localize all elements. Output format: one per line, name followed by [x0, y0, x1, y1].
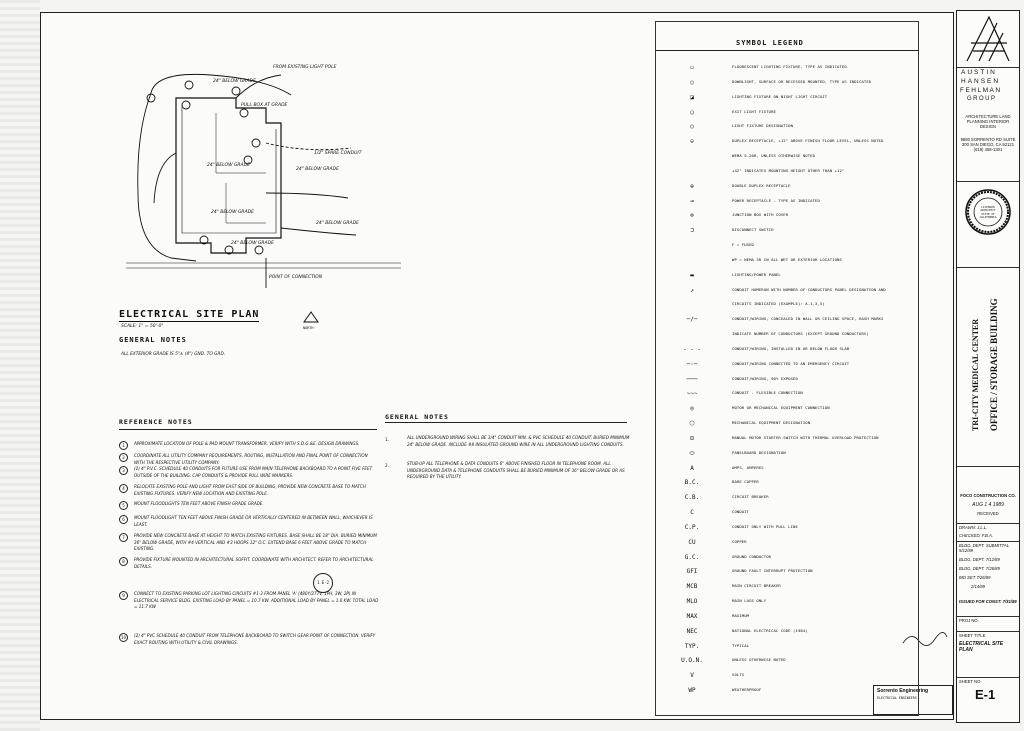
sheet-title: ELECTRICAL SITE PLAN: [959, 641, 1004, 653]
firm-name-2: HANSEN: [961, 78, 1001, 85]
legend-description: MANUAL MOTOR STARTER SWITCH WITH THERMAL OVERLOAD PROTECTION: [732, 434, 879, 440]
legend-row: [656, 598, 918, 608]
legend-row: [656, 242, 918, 252]
legend-row: [656, 524, 918, 534]
legend-row: [656, 64, 918, 74]
legend-symbol-icon: ⬡: [689, 420, 695, 428]
legend-description: WEMA 5-20R, UNLESS OTHERWISE NOTED: [732, 153, 816, 159]
checked-by: CHECKED: F.B.A.: [959, 533, 993, 538]
legend-symbol-icon: ⊡: [690, 434, 694, 442]
legend-description: MAXIMUM: [732, 612, 750, 618]
legend-description: CONDUIT/WIRING, INSTALLED IN OR BELOW FLOOR SLAB: [732, 345, 850, 351]
legend-description: NATIONAL ELECTRICAL CODE (1984): [732, 627, 808, 633]
reference-note-number: 7: [119, 533, 128, 542]
legend-description: MAIN LUGS ONLY: [732, 598, 767, 604]
reference-note-text: MOUNT FLOODLIGHTS TEN FEET ABOVE FINISH GRADE GRADE.: [134, 501, 264, 506]
legend-description: CONDUIT/WIRING, 90% EXPOSED: [732, 375, 798, 381]
legend-description: F = FUSED: [732, 242, 754, 248]
legend-symbol-icon: ───: [686, 375, 698, 383]
reference-note-text: (2) 4" P.V.C. SCHEDULE 40 CONDUITS FOR FUTURE USE FROM MAIN TELEPHONE BACKBOARD TO A POINT FIVE FEET OUTSIDE OF THE BUILDING. CAP CONDUITS & PROVIDE PULL WIRE MARKERS.: [134, 466, 373, 478]
reference-note-text: PROVIDE FIXTURE MOUNTED IN ARCHITECTURAL SOFFIT. COORDINATE WITH ARCHITECT. REFER TO ARCHITECTURAL DETAILS.: [134, 557, 374, 569]
reference-note-number: 9: [119, 591, 128, 600]
legend-row: [656, 568, 918, 578]
legend-row: [656, 435, 918, 445]
firm-address: 9880 SORRENTO RD SUITE 300 SAN DIEGO, CA 92121 (619) 458-1301: [960, 137, 1016, 152]
legend-row: [656, 628, 918, 638]
callout-below-grade: 24" BELOW GRADE: [213, 79, 256, 84]
legend-description: CONDUIT/WIRING CONNECTED TO AN EMERGENCY CIRCUIT: [732, 360, 850, 366]
reference-note-number: 4: [119, 484, 128, 493]
legend-symbol-icon: ▭: [690, 64, 694, 71]
issue-1: BLDG. DEPT. SUBMITTAL 5/12/89: [959, 543, 1009, 553]
sheet-title-label: SHEET TITLE: [959, 633, 986, 638]
reference-notes-heading: REFERENCE NOTES: [119, 418, 193, 426]
legend-symbol-icon: [672, 331, 712, 341]
legend-symbol-icon: NEC: [686, 627, 698, 635]
legend-symbol-icon: MCB: [686, 583, 698, 591]
general-notes-heading: GENERAL NOTES: [385, 413, 449, 421]
legend-symbol-icon: U.O.N.: [681, 657, 703, 665]
legend-row: [656, 94, 918, 104]
legend-symbol-icon: C: [690, 509, 694, 517]
legend-symbol-icon: [672, 301, 712, 311]
legend-symbol-icon: ⊕: [690, 182, 694, 190]
legend-description: BARE COPPER: [732, 479, 759, 485]
legend-rule: [656, 50, 918, 51]
legend-symbol-icon: V: [690, 672, 694, 680]
stamp-received: RECEIVED: [977, 511, 999, 516]
legend-row: [656, 376, 918, 386]
legend-description: JUNCTION BOX WITH COVER: [732, 212, 789, 218]
legend-row: [656, 420, 918, 430]
firm-services: ARCHITECTURE LAND PLANNING INTERIOR DESIGN: [965, 114, 1011, 129]
general-note-text: STUB-UP ALL TELEPHONE & DATA CONDUITS 6" ABOVE FINISHED FLOOR IN TELEPHONE ROOM. ALL UNDERGROUND DATA & TELEPHONE CONDUITS SHALL BE BURIED MINIMUM OF 36" BELOW GRADE OR AS REQUIRED BY THE UTILITY.: [407, 461, 625, 479]
legend-symbol-icon: CU: [688, 538, 696, 546]
general-note-number: 1.: [385, 437, 391, 442]
legend-symbol-icon: G.C.: [684, 553, 700, 561]
callout-below-grade: 24" BELOW GRADE: [296, 167, 339, 172]
north-arrow-icon: [303, 311, 319, 325]
legend-symbol-icon: B.C.: [684, 479, 700, 487]
issue-4: BID SET 7/26/89: [959, 575, 991, 580]
legend-symbol-icon: ◪: [690, 93, 694, 101]
reference-note-text: COORDINATE ALL UTILITY COMPANY REQUIREMENTS, ROUTING, INSTALLATION AND FINAL POINT OF CONNECTION WITH THE RESPECTIVE UTILITY COMPANY.: [134, 453, 368, 465]
plan-scale: SCALE: 1" = 50'-0": [121, 324, 164, 329]
legend-row: [656, 643, 918, 653]
legend-symbol-icon: ▬: [690, 271, 694, 279]
legend-row: [656, 287, 918, 297]
legend-row: [656, 123, 918, 133]
legend-description: CIRCUITS INDICATED (EXAMPLE): A-1,3,5): [732, 301, 825, 307]
site-notes-heading: GENERAL NOTES: [119, 336, 187, 344]
callout-below-grade: 24" BELOW GRADE: [316, 221, 359, 226]
callout-point-of-connection: POINT OF CONNECTION: [269, 275, 323, 280]
legend-row: [656, 583, 918, 593]
symbol-legend: [655, 21, 919, 716]
stamp-date: AUG 1 4 1989: [972, 502, 1004, 508]
drawn-by: DRAWN: J.L.L.: [959, 525, 988, 530]
legend-row: [656, 450, 918, 460]
legend-symbol-icon: MLO: [686, 598, 698, 606]
legend-description: POWER RECEPTACLE - TYPE AS INDICATED: [732, 197, 820, 203]
legend-row: [656, 183, 918, 193]
legend-row: [656, 613, 918, 623]
callout-below-grade: 24" BELOW GRADE: [207, 163, 250, 168]
legend-description: INDICATE NUMBER OF CONDUCTORS (EXCEPT GROUND CONDUCTORS): [732, 331, 869, 337]
firm-name-4: GROUP: [967, 96, 997, 102]
project-number-label: PROJ NO.: [959, 618, 979, 623]
issue-5: 2/14/89: [971, 584, 985, 589]
project-name-2: OFFICE / STORAGE BUILDING: [989, 298, 999, 431]
legend-description: LIGHTING/POWER PANEL: [732, 271, 781, 277]
legend-row: [656, 539, 918, 549]
legend-row: [656, 494, 918, 504]
callout-below-grade: 24" BELOW GRADE: [231, 241, 274, 246]
firm-name-3: FEHLMAN: [960, 87, 1002, 94]
callout-from-existing: FROM EXISTING LIGHT POLE: [273, 65, 337, 70]
legend-description: DISCONNECT SWITCH: [732, 227, 774, 233]
legend-description: CONDUIT ONLY WITH PULL LINE: [732, 523, 798, 529]
reference-note-number: 6: [119, 515, 128, 524]
legend-description: DOWNLIGHT, SURFACE OR RECESSED MOUNTED, TYPE AS INDICATED: [732, 78, 872, 84]
legend-symbol-icon: WP: [688, 687, 696, 695]
legend-row: [656, 361, 918, 371]
seal-text: LICENSED ARCHITECT STATE OF CALIFORNIA: [979, 205, 997, 220]
reference-note-number: 1: [119, 441, 128, 450]
scan-margin: [0, 0, 40, 731]
stamp-company: FOCO CONSTRUCTION CO.: [960, 493, 1016, 498]
legend-row: [656, 554, 918, 564]
legend-description: DOUBLE DUPLEX RECEPTACLE: [732, 182, 791, 188]
legend-symbol-icon: ─/─: [686, 316, 698, 324]
title-block: [956, 10, 1020, 723]
reference-note-number: 3: [119, 466, 128, 475]
legend-row: [656, 79, 918, 89]
legend-symbol-icon: [672, 153, 712, 163]
legend-row: [656, 509, 918, 519]
issued-for-construction: ISSUED FOR CONST: 7/31/89: [959, 599, 1017, 604]
legend-row: [656, 198, 918, 208]
legend-row: [656, 331, 918, 341]
legend-description: MAIN CIRCUIT BREAKER: [732, 583, 781, 589]
legend-symbol-icon: C.P.: [684, 523, 700, 531]
reference-note-text: CONNECT TO EXISTING PARKING LOT LIGHTING CIRCUITS #1-3 FROM PANEL 'A' (480Y/277V, 1PH, 3W, 2P) IN ELECTRICAL SERVICE BLDG. EXISTING LOAD BY PANEL = 10.7 KW. ADDITIONAL LOAD BY PANEL = 1.0 KW. TOTAL LOAD = 11.7 KW: [134, 591, 379, 609]
legend-row: [656, 227, 918, 237]
callout-spare-conduit: 1/2" SPARE CONDUIT: [314, 151, 362, 156]
legend-description: MECHANICAL EQUIPMENT DESIGNATION: [732, 420, 811, 426]
sheet-number: E-1: [975, 687, 996, 702]
legend-description: MOTOR OR MECHANICAL EQUIPMENT CONNECTION: [732, 405, 830, 411]
legend-description: CIRCUIT BREAKER: [732, 494, 769, 500]
reference-note-number: 10: [120, 635, 127, 640]
legend-symbol-icon: ◎: [690, 405, 694, 413]
legend-symbol-icon: ⊐: [690, 227, 694, 235]
legend-description: GROUND CONDUCTOR: [732, 553, 772, 559]
legend-row: [656, 316, 918, 326]
issue-3: BLDG. DEPT. 7/26/89: [959, 566, 1000, 571]
legend-description: CONDUIT: [732, 509, 750, 515]
legend-symbol-icon: ○: [690, 123, 694, 131]
legend-row: [656, 301, 918, 311]
legend-symbol-icon: A: [690, 464, 694, 472]
legend-symbol-icon: TYP.: [684, 642, 700, 650]
reference-note-number: 5: [119, 501, 128, 510]
reference-note-number: 8: [119, 557, 128, 566]
legend-symbol-icon: [672, 257, 712, 267]
legend-symbol-icon: ◯: [690, 108, 694, 116]
legend-description: COPPER: [732, 538, 747, 544]
legend-heading: SYMBOL LEGEND: [736, 39, 804, 47]
legend-row: [656, 479, 918, 489]
legend-row: [656, 346, 918, 356]
callout-pull-box: PULL BOX AT GRADE: [241, 103, 288, 108]
engineer-sub: ELECTRICAL ENGINEERS: [877, 696, 917, 700]
firm-name-1: AUSTIN: [961, 69, 997, 76]
legend-row: [656, 212, 918, 222]
legend-description: UNLESS OTHERWISE NOTED: [732, 657, 786, 663]
legend-description: LIGHTING FIXTURE ON NIGHT LIGHT CIRCUIT: [732, 93, 828, 99]
legend-description: +42" INDICATES MOUNTING HEIGHT OTHER THAN +12": [732, 167, 845, 173]
general-notes-rule: [385, 422, 627, 423]
site-note-1: ALL EXTERIOR GRADE IS 5"± (4") GND. TO GRD.: [121, 352, 226, 357]
legend-description: LIGHT FIXTURE DESIGNATION: [732, 123, 794, 129]
project-name-1: TRI-CITY MEDICAL CENTER: [971, 318, 980, 431]
legend-description: WP = NEMA 3R IN ALL WET OR EXTERIOR LOCATIONS: [732, 256, 842, 262]
legend-symbol-icon: ⬭: [689, 449, 695, 457]
general-note-number: 2.: [385, 463, 391, 468]
legend-symbol-icon: ⊸: [690, 197, 694, 205]
legend-description: CONDUIT - FLEXIBLE CONNECTION: [732, 390, 803, 396]
legend-symbol-icon: ∼∼∼: [686, 390, 698, 398]
legend-row: [656, 138, 918, 148]
issue-2: BLDG. DEPT. 7/12/89: [959, 557, 1000, 562]
legend-symbol-icon: [672, 168, 712, 178]
reference-notes-rule: [119, 429, 377, 430]
legend-description: WEATHERPROOF: [732, 687, 762, 693]
reference-note-text: MOUNT FLOODLIGHT TEN FEET ABOVE FINISH GRADE OR VERTICALLY CENTERED IN BETWEEN WALL, WHICHEVER IS LEAST.: [134, 515, 373, 527]
legend-description: EXIT LIGHT FIXTURE: [732, 108, 776, 114]
legend-symbol-icon: ⊖: [690, 138, 694, 146]
engineer-name: Sorrento Engineering: [877, 688, 929, 694]
legend-description: DUPLEX RECEPTACLE, +12" ABOVE FINISH FLOOR LEVEL, UNLESS NOTED: [732, 138, 884, 144]
legend-description: VOLTS: [732, 672, 745, 678]
legend-row: [656, 272, 918, 282]
legend-row: [656, 153, 918, 163]
sheet-number-label: SHEET NO.: [959, 679, 982, 684]
legend-symbol-icon: ○: [690, 78, 694, 86]
legend-row: [656, 168, 918, 178]
reference-note-text: PROVIDE NEW CONCRETE BASE AT HEIGHT TO MATCH EXISTING FIXTURES. BASE SHALL BE 18" DIA. BURIED MINIMUM 36" BELOW GRADE, WITH #4 VERTICAL AND #3 HOOPS 12" O.C. EXTEND BASE 6 FEET ABOVE GRADE TO MATCH EXISTING.: [134, 533, 377, 551]
legend-description: GROUND FAULT INTERRUPT PROTECTION: [732, 568, 813, 574]
site-plan-drawing: [116, 53, 406, 293]
legend-symbol-icon: MAX: [686, 612, 698, 620]
legend-row: [656, 405, 918, 415]
legend-symbol-icon: ⊚: [690, 212, 694, 220]
legend-description: FLUORESCENT LIGHTING FIXTURE, TYPE AS INDICATED: [732, 64, 847, 69]
plan-title: ELECTRICAL SITE PLAN: [119, 309, 260, 320]
legend-row: [656, 672, 918, 682]
general-note-text: ALL UNDERGROUND WIRING SHALL BE 3/4" CONDUIT MIN. & PVC SCHEDULE 40 CONDUIT, BURIED MINIMUM 24" BELOW GRADE. INCLUDE #8 INSULATED GROUND WIRE IN ALL UNDERGROUND LIGHTING CONDUITS.: [407, 435, 630, 447]
legend-description: TYPICAL: [732, 642, 750, 648]
legend-symbol-icon: [672, 242, 712, 252]
legend-row: [656, 687, 918, 697]
legend-description: AMPS, AMPERES: [732, 464, 764, 470]
reference-note-text: RELOCATE EXISTING POLE AND LIGHT FROM EAST SIDE OF BUILDING, PROVIDE NEW CONCRETE BASE TO MATCH EXISTING FIXTURES. VERIFY NEW LOCATION AND EXISTING POLE.: [134, 484, 366, 496]
reference-note-number: 2: [119, 453, 128, 462]
legend-row: [656, 465, 918, 475]
legend-row: [656, 657, 918, 667]
firm-logo: [963, 13, 1013, 65]
legend-symbol-icon: ↗: [690, 286, 694, 294]
legend-symbol-icon: ─·─: [686, 360, 698, 368]
reference-note-text: APPROXIMATE LOCATION OF POLE & PAD MOUNT TRANSFORMER. VERIFY WITH S.D.G.&E. DESIGN DRAWINGS.: [134, 441, 360, 446]
legend-description: CONDUIT HOMERUN WITH NUMBER OF CONDUCTORS PANEL DESIGNATION AND: [732, 286, 886, 292]
legend-description: CONDUIT/WIRING, CONCEALED IN WALL OR CEILING SPACE, HASH MARKS: [732, 316, 884, 322]
callout-below-grade: 24" BELOW GRADE: [211, 210, 254, 215]
legend-row: [656, 257, 918, 267]
detail-tag: 1 E-2: [313, 573, 333, 593]
legend-row: [656, 390, 918, 400]
north-label: NORTH: [303, 326, 314, 330]
legend-description: PANELBOARD DESIGNATION: [732, 449, 786, 455]
legend-symbol-icon: C.B.: [684, 494, 700, 502]
legend-symbol-icon: - - -: [682, 345, 702, 353]
reference-note-text: (2) 4" PVC SCHEDULE 40 CONDUIT FROM TELEPHONE BACKBOARD TO SWITCH GEAR POINT OF CONNECTION. VERIFY EXACT ROUTING WITH UTILITY & CIVIL DRAWINGS.: [134, 633, 376, 645]
legend-symbol-icon: GFI: [686, 568, 698, 576]
legend-row: [656, 109, 918, 119]
